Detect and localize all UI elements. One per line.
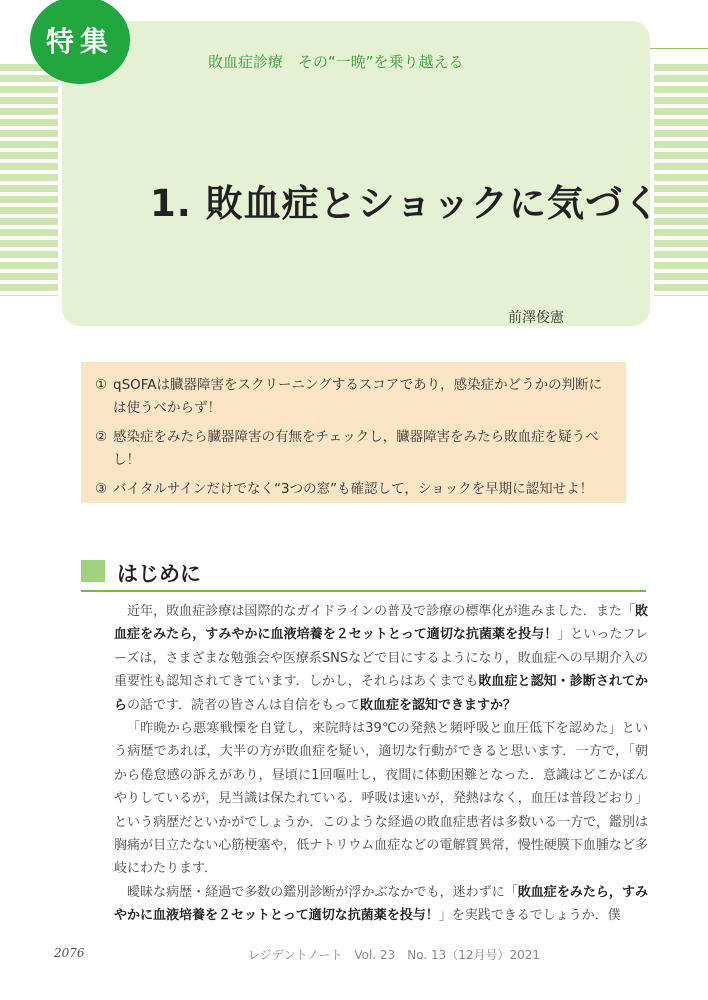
key-point-number: ②	[95, 429, 108, 445]
page-number: 2076	[54, 946, 85, 960]
text-run: の話です．読者の皆さんは自信をもって	[127, 697, 360, 713]
key-points-box	[81, 362, 626, 503]
key-point-text: qSOFAは臓器障害をスクリーニングするスコアであり，感染症かどうかの判断には使うべからず！	[113, 377, 603, 416]
section-label: 敗血症診療 その“一晩”を乗り越える	[208, 53, 464, 71]
emphasis-text: 敗血症と認知・診断されてから	[114, 674, 648, 713]
author-name: 前澤俊憲	[508, 310, 564, 326]
text-run: 近年，敗血症診療は国際的なガイドラインの普及で診療の標準化が進みました．また「	[127, 604, 635, 619]
key-point-number: ③	[95, 481, 108, 497]
feature-badge: 特集	[30, 0, 130, 84]
key-point	[95, 374, 612, 420]
paragraph	[114, 881, 648, 928]
paragraph: 「昨晩から悪寒戦慄を自覚し，来院時は39℃の発熱と頻呼吸と血圧低下を認めた」という病歴であれば，大半の方が敗血症を疑い，適切な行動ができると思います．一方で，「朝から倦怠感の訴えがあり，昼頃に1回嘔吐し，夜間に体動困難となった．意識はどこかぼんやりしているが，見当識は保たれている．呼吸は速いが，発熱はなく，血圧は普段どおり」という病歴だといかがでしょうか．このような経過の敗血症患者は多数いる一方で，鑑別は胸痛が目立たない心筋梗塞や，低ナトリウム血症などの電解質異常，慢性硬膜下血腫など多岐にわたります．	[114, 721, 648, 877]
key-point	[95, 426, 612, 472]
emphasis-text: 敗血症をみたら，すみやかに血液培養を２セットとって適切な抗菌薬を投与！	[114, 604, 648, 643]
emphasis-text: 敗血症をみたら，すみやかに血液培養を２セットとって適切な抗菌薬を投与！	[114, 884, 648, 924]
key-point-number: ①	[95, 377, 108, 393]
intro-body	[114, 600, 648, 928]
journal-info: レジデントノート Vol. 23 No. 13（12月号）2021	[248, 948, 541, 962]
text-run: 」といったフレーズは，さまざまな勉強会や医療系SNSなどで目にするようになり，敗血症への早期介入の重要性も認知されてきています．しかし，それらはあくまでも	[114, 627, 648, 690]
heading-square-icon	[81, 560, 105, 582]
key-point-text: 感染症をみたら臓器障害の有無をチェックし，臓器障害をみたら敗血症を疑うべし！	[113, 429, 599, 468]
intro-section-heading	[81, 558, 646, 592]
article-title: 1. 敗血症とショックに気づく	[150, 182, 661, 225]
left-stripe-decoration	[0, 64, 58, 296]
key-point	[95, 478, 612, 501]
right-stripe-decoration	[654, 64, 708, 296]
intro-heading-text: はじめに	[117, 562, 201, 586]
text-run: 」を実践できるでしょうか．僕	[438, 908, 621, 924]
text-run: 曖昧な病歴・経過で多数の鑑別診断が浮かぶなかでも，迷わずに「	[127, 884, 518, 900]
paragraph	[114, 600, 648, 717]
emphasis-text: 敗血症を認知できますか？	[359, 697, 516, 713]
key-point-text: バイタルサインだけでなく“3つの窓”も確認して，ショックを早期に認知せよ！	[113, 481, 594, 497]
title-panel	[62, 21, 661, 326]
